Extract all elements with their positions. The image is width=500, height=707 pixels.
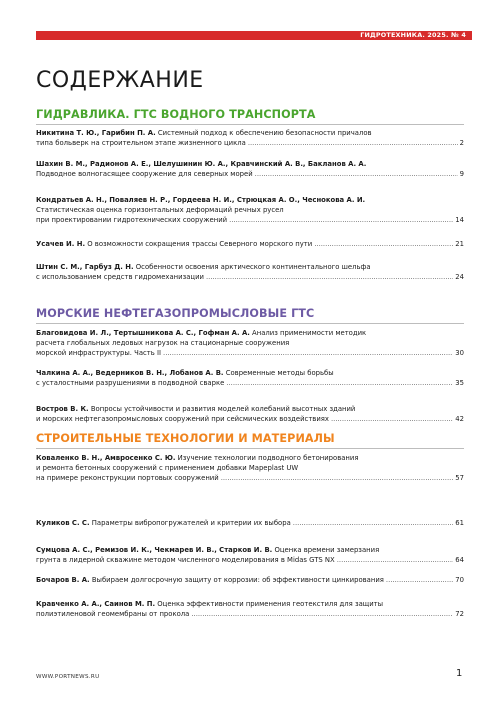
entry-authors: Штин С. М., Гарбуз Д. Н.: [36, 263, 134, 271]
entry-title-end: [36, 575, 384, 585]
entry-title-part: Системный подход к обеспечению безопасности причалов: [157, 129, 372, 137]
entry-last-line: [36, 348, 464, 358]
entry-last-line: [36, 555, 464, 565]
section-heading: МОРСКИЕ НЕФТЕГАЗОПРОМЫСЛОВЫЕ ГТС: [36, 307, 315, 320]
dot-leader: [386, 575, 453, 585]
toc-entry[interactable]: [36, 404, 464, 424]
entry-title-text: типа больверк на строительном этапе жизненного цикла: [36, 139, 246, 147]
entry-last-line: [36, 575, 464, 585]
entry-authors: Шахин В. М., Радионов А. Е., Шелушинин Ю. А., Кравчинский А. В., Бакланов А. А.: [36, 160, 367, 168]
entry-title-end: [36, 414, 329, 424]
dot-leader: [229, 215, 453, 225]
entry-first-line: [36, 159, 464, 169]
entry-last-line: [36, 518, 464, 528]
entry-title-part: Изучение технологии подводного бетонирования: [177, 454, 359, 462]
entry-authors: Востров В. К.: [36, 405, 89, 413]
entry-title-text: Подводное волногасящее сооружение для северных морей: [36, 170, 253, 178]
journal-header-bar: [36, 31, 472, 40]
entry-last-line: [36, 378, 464, 388]
entry-title-end: [36, 215, 227, 225]
entry-authors: Чалкина А. А., Ведерников В. Н., Лобанов А. В.: [36, 369, 224, 377]
page-number: 1: [456, 668, 463, 679]
footer-url[interactable]: WWW.PORTNEWS.RU: [36, 674, 100, 680]
toc-entry[interactable]: [36, 518, 464, 528]
entry-first-line: [36, 368, 464, 378]
toc-entry[interactable]: [36, 575, 464, 585]
entry-last-line: [36, 169, 464, 179]
section-divider: [36, 323, 464, 324]
entry-title-end: [36, 239, 312, 249]
entry-authors: Благовидова И. Л., Тертышникова А. С., Гофман А. А.: [36, 329, 250, 337]
section-heading: ГИДРАВЛИКА. ГТС ВОДНОГО ТРАНСПОРТА: [36, 108, 316, 121]
entry-authors: Кравченко А. А., Саинов М. П.: [36, 600, 156, 608]
entry-last-line: [36, 138, 464, 148]
entry-title-end: [36, 473, 219, 483]
toc-entry[interactable]: [36, 545, 464, 565]
entry-title-text: с усталостными разрушениями в подводной сварке: [36, 379, 225, 387]
entry-title-end: [36, 555, 335, 565]
entry-first-line: [36, 195, 464, 205]
entry-page-number[interactable]: 24: [455, 273, 464, 281]
toc-entry[interactable]: [36, 159, 464, 179]
entry-first-line: [36, 328, 464, 338]
entry-title-end: [36, 169, 253, 179]
entry-first-line: [36, 262, 464, 272]
entry-page-number[interactable]: 72: [455, 610, 464, 618]
toc-entry[interactable]: [36, 262, 464, 282]
entry-title-text: и морских нефтегазопромысловых сооружений при сейсмических воздействиях: [36, 415, 329, 423]
entry-first-line: [36, 453, 464, 463]
toc-entry[interactable]: [36, 368, 464, 388]
entry-page-number[interactable]: 70: [455, 576, 464, 584]
dot-leader: [314, 239, 453, 249]
entry-last-line: [36, 215, 464, 225]
entry-title-end: [36, 378, 224, 388]
toc-entry[interactable]: [36, 128, 464, 148]
entry-page-number[interactable]: 30: [455, 349, 464, 357]
entry-first-line: [36, 545, 464, 555]
dot-leader: [221, 473, 454, 483]
entry-last-line: [36, 414, 464, 424]
entry-title-text: морской инфраструктуры. Часть II: [36, 349, 162, 357]
dot-leader: [206, 272, 453, 282]
toc-entry[interactable]: [36, 195, 464, 225]
toc-entry[interactable]: [36, 453, 464, 483]
entry-title-end: [36, 138, 246, 148]
dot-leader: [337, 555, 454, 565]
dot-leader: [293, 518, 454, 528]
entry-title-part: Особенности освоения арктического континентального шельфа: [135, 263, 371, 271]
entry-title-part: Вопросы устойчивости и развития моделей колебаний высотных зданий: [90, 405, 356, 413]
entry-title-part: Анализ применимости методик: [252, 329, 367, 337]
entry-authors: Коваленко В. Н., Амвросенко С. Ю.: [36, 454, 176, 462]
entry-page-number[interactable]: 64: [455, 556, 464, 564]
entry-page-number[interactable]: 9: [459, 170, 464, 178]
entry-first-line: [36, 599, 464, 609]
entry-authors: Бочаров В. А.: [36, 576, 90, 584]
entry-title-text: Выбираем долгосрочную защиту от коррозии: об эффективности цинкирования: [91, 576, 384, 584]
entry-page-number[interactable]: 57: [455, 474, 464, 482]
entry-title-text: при проектировании гидротехнических сооружений: [36, 216, 228, 224]
toc-entry[interactable]: [36, 328, 464, 358]
entry-authors: Куликов С. С.: [36, 519, 90, 527]
section-heading: СТРОИТЕЛЬНЫЕ ТЕХНОЛОГИИ И МАТЕРИАЛЫ: [36, 432, 335, 445]
entry-title-text: грунта в лидерной скважине методом численного моделирования в Midas GTS NX: [36, 556, 335, 564]
entry-page-number[interactable]: 2: [459, 139, 464, 147]
entry-page-number[interactable]: 14: [455, 216, 464, 224]
entry-title-text: Параметры вибропогружателей и критерии их выбора: [91, 519, 291, 527]
entry-last-line: [36, 272, 464, 282]
entry-title-line: расчета глобальных ледовых нагрузок на стационарные сооружения: [36, 339, 290, 347]
entry-last-line: [36, 239, 464, 249]
dot-leader: [191, 609, 453, 619]
dot-leader: [163, 348, 453, 358]
entry-title-part: Оценка эффективности применения геотекстиля для защиты: [157, 600, 384, 608]
entry-title-end: [36, 609, 189, 619]
entry-first-line: [36, 128, 464, 138]
entry-page-number[interactable]: 61: [455, 519, 464, 527]
dot-leader: [248, 138, 458, 148]
dot-leader: [331, 414, 453, 424]
toc-entry[interactable]: [36, 599, 464, 619]
dot-leader: [226, 378, 453, 388]
entry-title-text: с использованием средств гидромеханизации: [36, 273, 204, 281]
entry-title-line: Статистическая оценка горизонтальных деформаций речных русел: [36, 206, 284, 214]
entry-authors: Кондратьев А. Н., Поваляев Н. Р., Гордеева Н. И., Стрюцкая А. О., Чеснокова А. И.: [36, 196, 366, 204]
entry-title-line: и ремонта бетонных сооружений с применением добавки Mapeplast UW: [36, 464, 299, 472]
entry-title-end: [36, 518, 291, 528]
entry-last-line: [36, 609, 464, 619]
entry-title-text: полиэтиленовой геомембраны от прокола: [36, 610, 190, 618]
entry-title-part: Оценка времени замерзания: [274, 546, 380, 554]
entry-page-number[interactable]: 35: [455, 379, 464, 387]
entry-last-line: [36, 473, 464, 483]
entry-title-text: О возможности сокращения трассы Северного морского пути: [87, 240, 313, 248]
journal-issue-label: ГИДРОТЕХНИКА. 2025. № 4: [360, 31, 466, 39]
dot-leader: [255, 169, 458, 179]
entry-title-end: [36, 348, 161, 358]
section-divider: [36, 448, 464, 449]
entry-authors: Никитина Т. Ю., Гарибин П. А.: [36, 129, 156, 137]
section-divider: [36, 124, 464, 125]
page-title: СОДЕРЖАНИЕ: [36, 68, 204, 93]
entry-first-line: [36, 404, 464, 414]
entry-page-number[interactable]: 21: [455, 240, 464, 248]
entry-authors: Усачев И. Н.: [36, 240, 86, 248]
entry-title-text: на примере реконструкции портовых сооружений: [36, 474, 219, 482]
entry-title-part: Современные методы борьбы: [225, 369, 334, 377]
entry-authors: Сумцова А. С., Ремизов И. К., Чекмарев И. В., Старков И. В.: [36, 546, 273, 554]
entry-page-number[interactable]: 42: [455, 415, 464, 423]
entry-title-end: [36, 272, 204, 282]
toc-entry[interactable]: [36, 239, 464, 249]
